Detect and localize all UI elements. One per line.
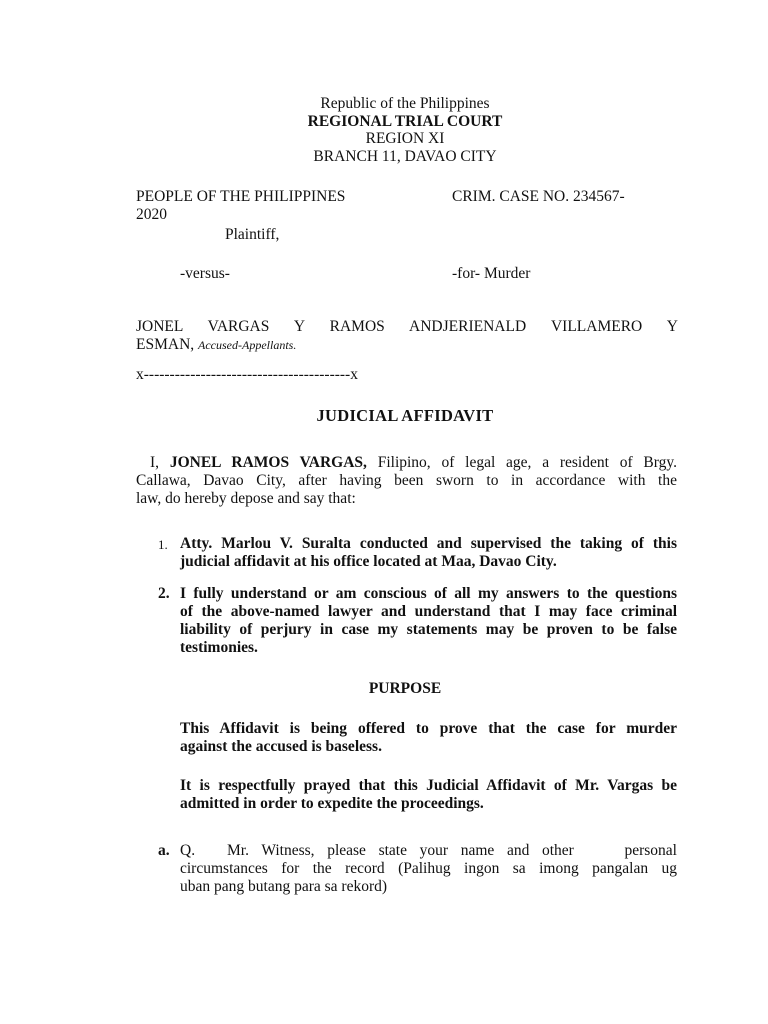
purpose-para-1-line-1: This Affidavit is being offered to prove that the case for murder [180, 720, 677, 737]
item-2-line-2: of the above-named lawyer and understand that I may face criminal [180, 603, 677, 620]
accused-label: Accused-Appellants. [198, 338, 297, 352]
accused-name-end: ESMAN, [136, 336, 195, 353]
header-republic: Republic of the Philippines [320, 95, 490, 112]
purpose-para-2-line-1: It is respectfully prayed that this Judicial Affidavit of Mr. Vargas be [180, 777, 677, 794]
item-2-line-4: testimonies. [180, 639, 258, 656]
plaintiff-label: Plaintiff, [225, 226, 280, 243]
charge: -for- Murder [452, 265, 531, 282]
question-a-line-2: circumstances for the record (Palihug ingon sa imong pangalan ug [180, 860, 677, 877]
purpose-para-2-line-2: admitted in order to expedite the proceedings. [180, 795, 484, 812]
item-2-line-1: I fully understand or am conscious of all my answers to the questions [180, 585, 677, 602]
purpose-heading: PURPOSE [368, 680, 442, 697]
accused-names: JONEL VARGAS Y RAMOS ANDJERIENALD VILLAMERO Y [136, 318, 678, 335]
question-a-line-3: uban pang butang para sa rekord) [180, 878, 388, 895]
intro-line-1-rest: Filipino, of legal age, a resident of Brgy. [366, 454, 677, 471]
plaintiff-name: PEOPLE OF THE PHILIPPINES [136, 188, 346, 205]
document-title: JUDICIAL AFFIDAVIT [316, 406, 494, 425]
intro-line-3: law, do hereby depose and say that: [136, 490, 356, 507]
versus: -versus- [180, 265, 230, 282]
item-1-number: 1. [158, 537, 168, 552]
header-region: REGION XI [365, 130, 445, 147]
question-a-line-1: Mr. Witness, please state your name and other personal [227, 842, 677, 859]
accused-names-cont [136, 336, 296, 354]
item-2-number: 2. [158, 585, 170, 602]
question-a-q: Q. [180, 842, 196, 859]
header-court: REGIONAL TRIAL COURT [307, 113, 503, 130]
caption-separator: x----------------------------------------x [136, 366, 358, 383]
header-branch: BRANCH 11, DAVAO CITY [313, 148, 497, 165]
intro-line-2: Callawa, Davao City, after having been sworn to in accordance with the [136, 472, 677, 489]
case-number-year: 2020 [136, 206, 167, 223]
item-2-line-3: liability of perjury in case my statements may be proven to be false [180, 621, 677, 638]
affiant-name: JONEL RAMOS VARGAS, [169, 454, 367, 471]
intro-pre: I, [150, 454, 170, 471]
purpose-para-1-line-2: against the accused is baseless. [180, 738, 382, 755]
case-number: CRIM. CASE NO. 234567- [452, 188, 625, 205]
item-1-line-1: Atty. Marlou V. Suralta conducted and supervised the taking of this [180, 535, 677, 552]
item-1-line-2: judicial affidavit at his office located at Maa, Davao City. [180, 553, 557, 570]
intro-line-1 [150, 454, 677, 472]
question-a-label: a. [158, 842, 170, 859]
